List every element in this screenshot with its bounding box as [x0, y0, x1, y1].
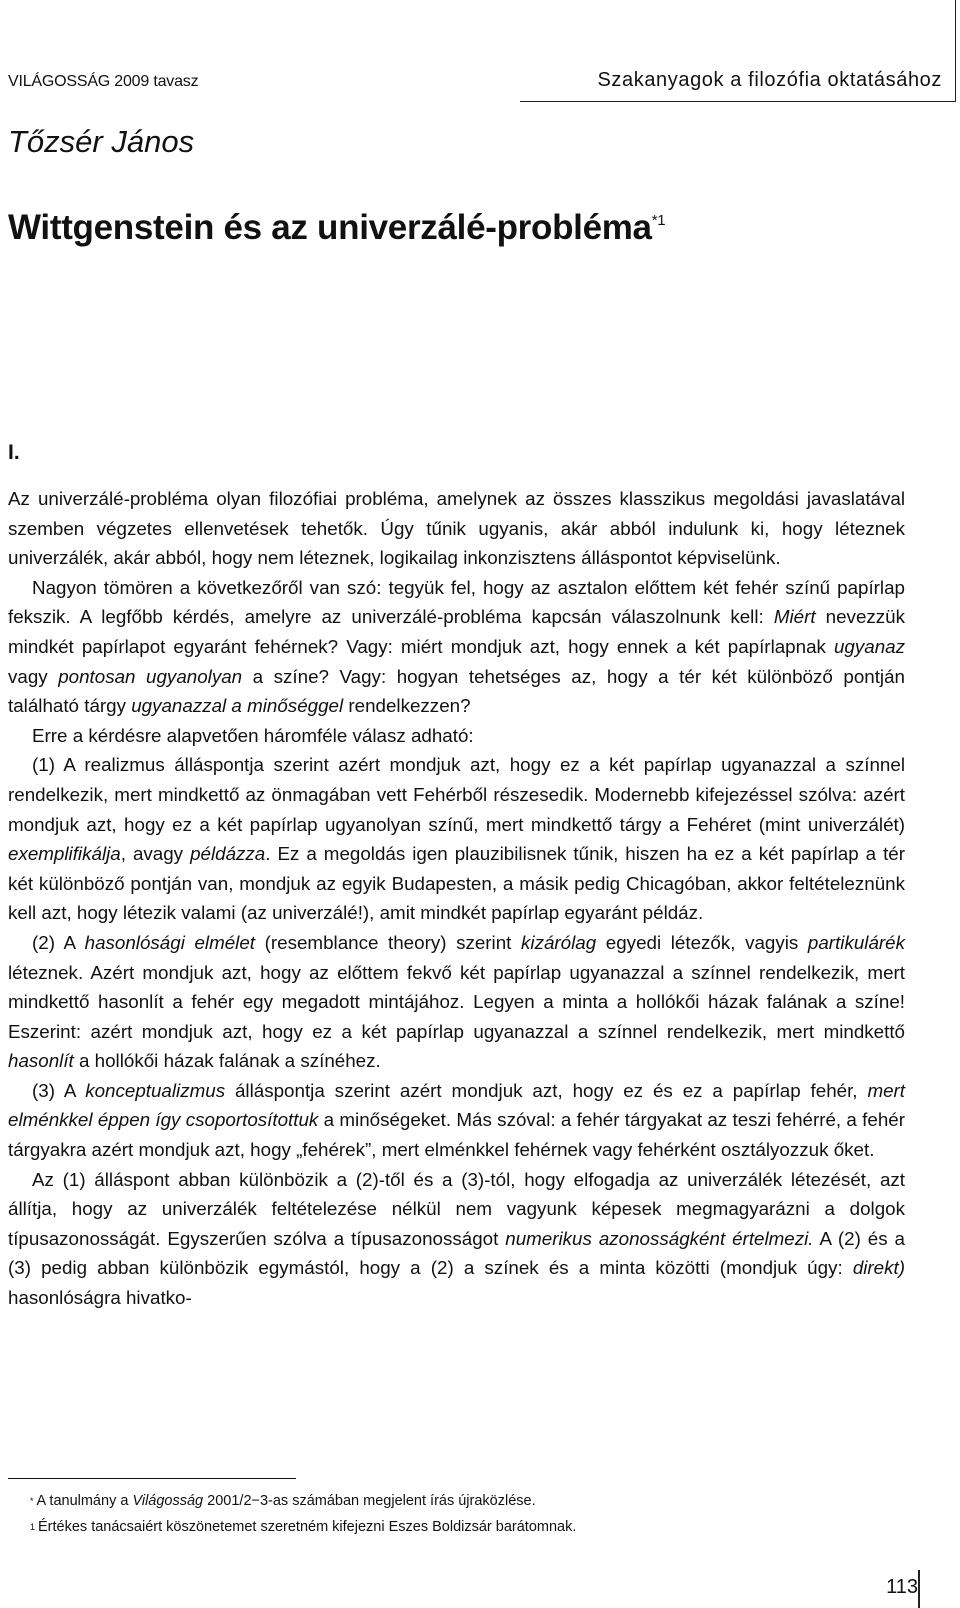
title-footnote-marker: *1 [651, 212, 666, 229]
author-name: Tőzsér János [8, 124, 195, 159]
paragraph-6: (3) A konceptualizmus álláspontja szerint azért mondjuk azt, hogy ez és ez a papírlap fehér, mert elménkkel éppen így csoportosítottuk a minőségeket. Más szóval: a fehér tárgyakat az teszi fehérré, a fehér tárgyakra azért mondjuk azt, hogy „fehérek”, mert elménkkel fehérnek vagy fehérként osztályozzuk őket. [8, 1079, 905, 1161]
paragraph-2: Nagyon tömören a következőről van szó: tegyük fel, hogy az asztalon előttem két fehér színű papírlap fekszik. A legfőbb kérdés, amelyre az univerzálé-probléma kapcsán válaszolnunk kell: Miért nevezzük mindkét papírlapot egyaránt fehérnek? Vagy: miért mondjuk azt, hogy ennek a két papírlapnak ugyanaz vagy pontosan ugyanolyan a színe? Vagy: hogyan tehetséges az, hogy a tér két különböző pontján található tárgy ugyanazzal a minőséggel rendelkezzen? [8, 576, 906, 717]
article-title-text: Wittgenstein és az univerzálé-probléma [8, 208, 652, 247]
footnotes [30, 1488, 576, 1540]
header-horizontal-rule [520, 101, 956, 102]
footnote-1: * A tanulmány a Világosság 2001/2−3-as számában megjelent írás újraközlése. [30, 1493, 536, 1509]
header-vertical-rule [955, 0, 956, 102]
page-number: 113 [886, 1576, 918, 1598]
article-title [8, 208, 665, 248]
footnote-2: $^1$ Értékes tanácsaiért köszönetemet szeretném kifejezni Eszes Boldizsár barátomnak. [30, 1519, 577, 1535]
paragraph-4: (1) A realizmus álláspontja szerint azért mondjuk azt, hogy ez a két papírlap ugyanazzal a színnel rendelkezik, mert mindkettő az önmagában vett Fehérből részesedik. Modernebb kifejezéssel szólva: azért mondjuk azt, hogy ez a két papírlap ugyanolyan színű, mert mindkettő tárgy a Fehéret (mint univerzálét) exemplifikálja, avagy példázza. Ez a megoldás igen plauzibilisnek tűnik, hiszen ha ez a két papírlap a tér két különböző pontján van, mondjuk az egyik Budapesten, a másik pedig Chicagóban, akkor feltételeznünk kell azt, hogy létezik valami (az univerzálé!), amit mindkét papírlap egyaránt példáz. [8, 754, 905, 924]
paragraph-3: Erre a kérdésre alapvetően háromféle válasz adható: [32, 724, 474, 746]
paragraph-5: (2) A hasonlósági elmélet (resemblance theory) szerint kizárólag egyedi létezők, vagyis partikulárék léteznek. Azért mondjuk azt, hogy az előttem fekvő két papírlap ugyanazzal a színnel rendelkezik, mert mindkettő hasonlít a fehér egy megadott mintájához. Legyen a minta a hollókői házak falának a színe! Eszerint: azért mondjuk azt, hogy ez a két papírlap ugyanazzal a színnel rendelkezik, mert mindkettő hasonlít a hollókői házak falának a színéhez. [8, 931, 906, 1072]
page-number-rule [918, 1570, 920, 1608]
section-heading: I. [8, 441, 20, 464]
section-header: Szakanyagok a filozófia oktatásához [597, 69, 942, 91]
footnote-separator [8, 1478, 296, 1479]
paragraph-1: Az univerzálé-probléma olyan filozófiai probléma, amelynek az összes klasszikus megoldási javaslatával szemben végzetes ellenvetések tehetők. Úgy tűnik ugyanis, akár abból indulunk ki, hogy léteznek univerzálék, akár abból, hogy nem léteznek, logikailag inkonzisztens álláspontot képviselünk. [8, 488, 905, 569]
paragraph-7: Az (1) álláspont abban különbözik a (2)-től és a (3)-tól, hogy elfogadja az univerzálék létezését, azt állítja, hogy az univerzálék feltételezése nélkül nem vagyunk képesek megmagyarázni a dolgok típusazonosságát. Egyszerűen szólva a típusazonosságot numerikus azonosságként értelmezi. A (2) és a (3) pedig abban különbözik egymástól, hogy a (2) a színek és a minta közötti (mondjuk úgy: direkt) hasonlóságra hivatko- [8, 1168, 905, 1309]
body-text [8, 484, 905, 1313]
journal-header: VILÁGOSSÁG 2009 tavasz [8, 73, 199, 90]
